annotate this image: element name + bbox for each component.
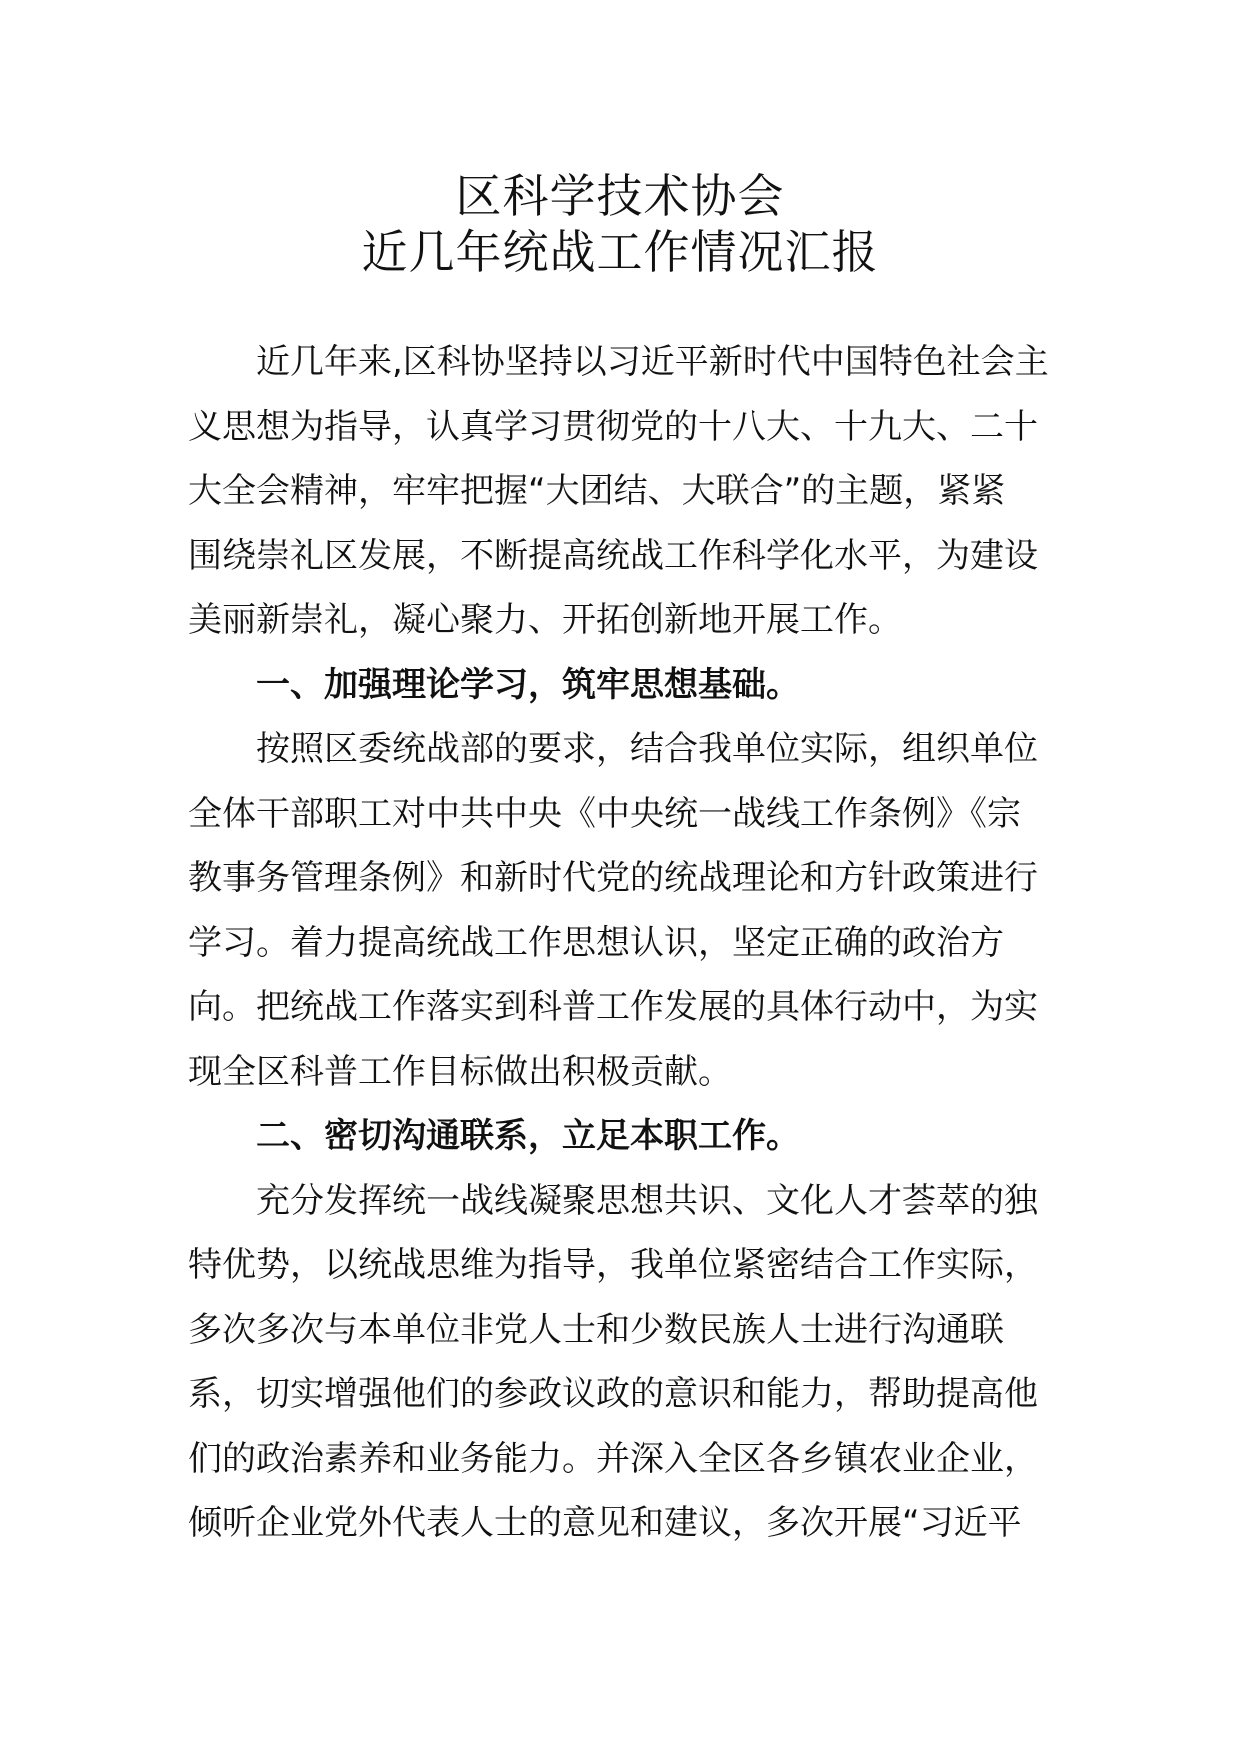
title-line-organization: 区科学技术协会 (455, 169, 785, 223)
paragraph-line: 倾听企业党外代表人士的意见和建议，多次开展“习近平 (188, 1503, 1022, 1543)
paragraph-line: 围绕崇礼区发展，不断提高统战工作科学化水平，为建设 (188, 535, 1038, 576)
paragraph-line: 特优势，以统战思维为指导，我单位紧密结合工作实际， (188, 1245, 1038, 1285)
document-body (188, 330, 1049, 1556)
section-heading-1: 一、加强理论学习，筑牢思想基础。 (256, 664, 800, 705)
paragraph-line: 近几年来,区科协坚持以习近平新时代中国特色社会主 (256, 342, 1049, 382)
paragraph-line: 按照区委统战部的要求，结合我单位实际，组织单位 (256, 729, 1038, 769)
section-heading-2: 二、密切沟通联系，立足本职工作。 (256, 1116, 800, 1156)
title-line-report: 近几年统战工作情况汇报 (361, 225, 879, 279)
paragraph-line: 美丽新崇礼，凝心聚力、开拓创新地开展工作。 (188, 600, 902, 640)
paragraph-line: 义思想为指导，认真学习贯彻党的十八大、十九大、二十 (188, 406, 1038, 447)
paragraph-line: 系，切实增强他们的参政议政的意识和能力，帮助提高他 (188, 1374, 1038, 1414)
paragraph-line: 全体干部职工对中共中央《中央统一战线工作条例》《宗 (188, 793, 1021, 834)
paragraph-line: 现全区科普工作目标做出积极贡献。 (188, 1051, 732, 1092)
paragraph-line: 向。把统战工作落实到科普工作发展的具体行动中，为实 (188, 987, 1038, 1027)
paragraph-line: 充分发挥统一战线凝聚思想共识、文化人才荟萃的独 (256, 1180, 1038, 1221)
document-title (0, 168, 1240, 280)
paragraph-line: 们的政治素养和业务能力。并深入全区各乡镇农业企业， (188, 1438, 1038, 1479)
paragraph-line: 学习。着力提高统战工作思想认识，坚定正确的政治方 (188, 922, 1004, 963)
paragraph-line: 多次多次与本单位非党人士和少数民族人士进行沟通联 (188, 1309, 1004, 1350)
paragraph-line: 大全会精神，牢牢把握“大团结、大联合”的主题，紧紧 (188, 471, 1006, 511)
paragraph-line: 教事务管理条例》和新时代党的统战理论和方针政策进行 (188, 858, 1038, 898)
